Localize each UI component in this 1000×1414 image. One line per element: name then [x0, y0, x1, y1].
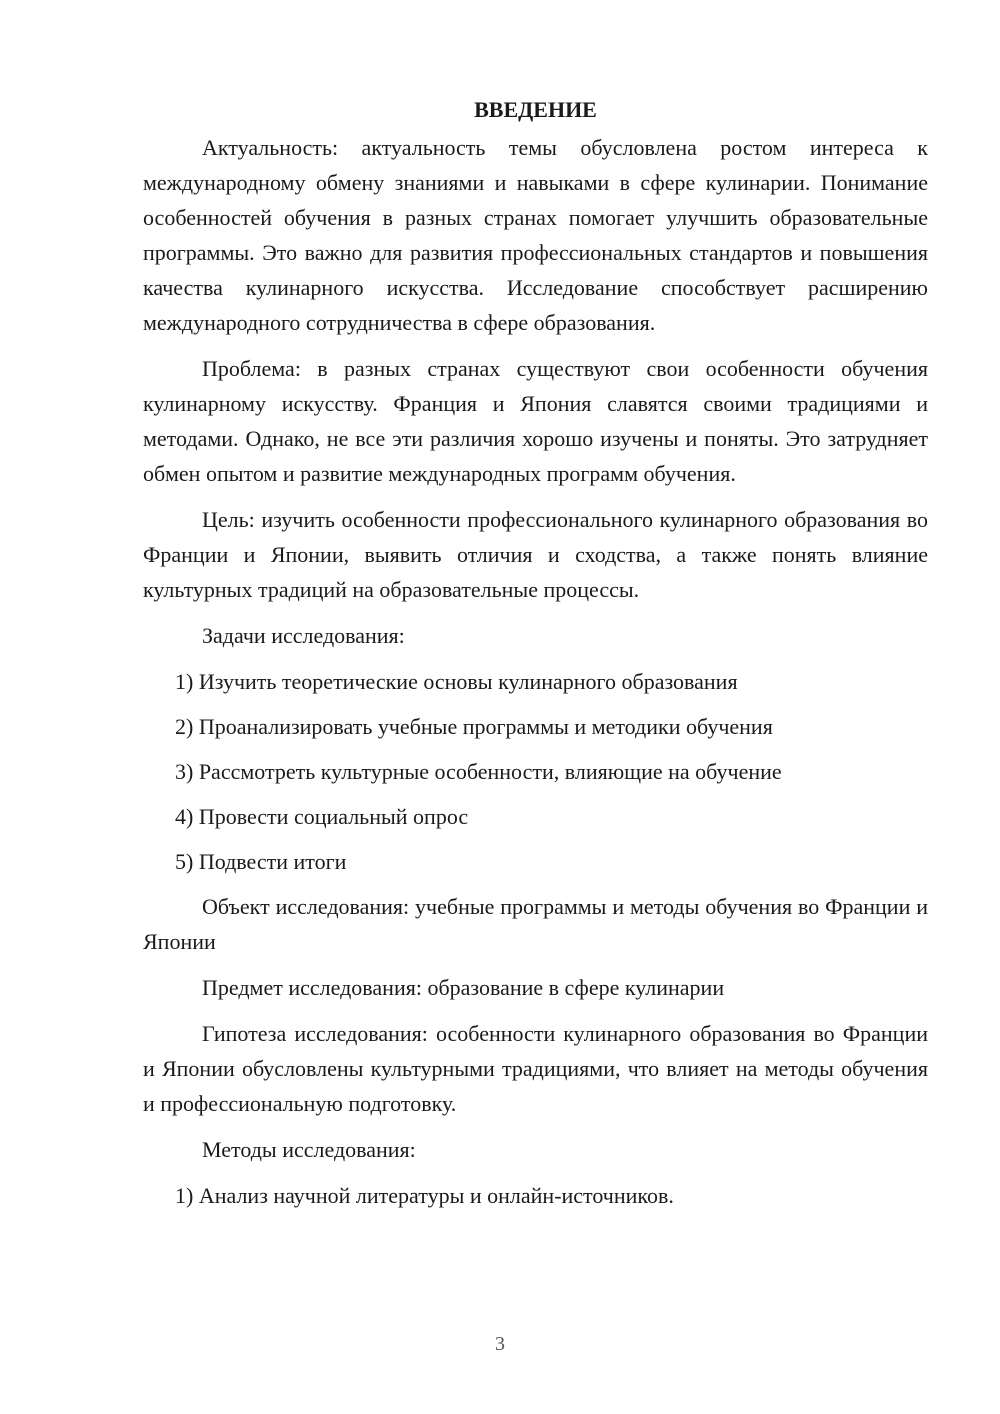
goal-paragraph: Цель: изучить особенности профессионального кулинарного образования во Франции и Японии, выявить отличия и сходства, а также понять влияние культурных традиций на образовательные процессы. — [143, 507, 928, 602]
document-page — [143, 94, 928, 1223]
methods-heading: Методы исследования: — [202, 1137, 416, 1162]
task-item: 5) Подвести итоги — [175, 849, 347, 874]
task-item: 2) Проанализировать учебные программы и методики обучения — [175, 714, 773, 739]
object-paragraph: Объект исследования: учебные программы и методы обучения во Франции и Японии — [143, 894, 928, 954]
method-item: 1) Анализ научной литературы и онлайн-источников. — [175, 1183, 674, 1208]
task-item: 1) Изучить теоретические основы кулинарного образования — [175, 669, 738, 694]
page-number: 3 — [495, 1333, 505, 1355]
relevance-paragraph: Актуальность: актуальность темы обусловлена ростом интереса к международному обмену знаниями и навыками в сфере кулинарии. Понимание особенностей обучения в разных странах помогает улучшить образовательные программы. Это важно для развития профессиональных стандартов и повышения качества кулинарного искусства. Исследование способствует расширению международного сотрудничества в сфере образования. — [143, 135, 928, 335]
subject-paragraph: Предмет исследования: образование в сфере кулинарии — [202, 975, 725, 1000]
tasks-heading: Задачи исследования: — [202, 623, 405, 648]
hypothesis-paragraph: Гипотеза исследования: особенности кулинарного образования во Франции и Японии обусловлены культурными традициями, что влияет на методы обучения и профессиональную подготовку. — [143, 1021, 928, 1116]
task-item: 4) Провести социальный опрос — [175, 804, 469, 829]
problem-paragraph: Проблема: в разных странах существуют свои особенности обучения кулинарному искусству. Франция и Япония славятся своими традициями и методами. Однако, не все эти различия хорошо изучены и поняты. Это затрудняет обмен опытом и развитие международных программ обучения. — [143, 356, 928, 486]
task-item: 3) Рассмотреть культурные особенности, влияющие на обучение — [175, 759, 782, 784]
section-heading: ВВЕДЕНИЕ — [474, 97, 597, 122]
